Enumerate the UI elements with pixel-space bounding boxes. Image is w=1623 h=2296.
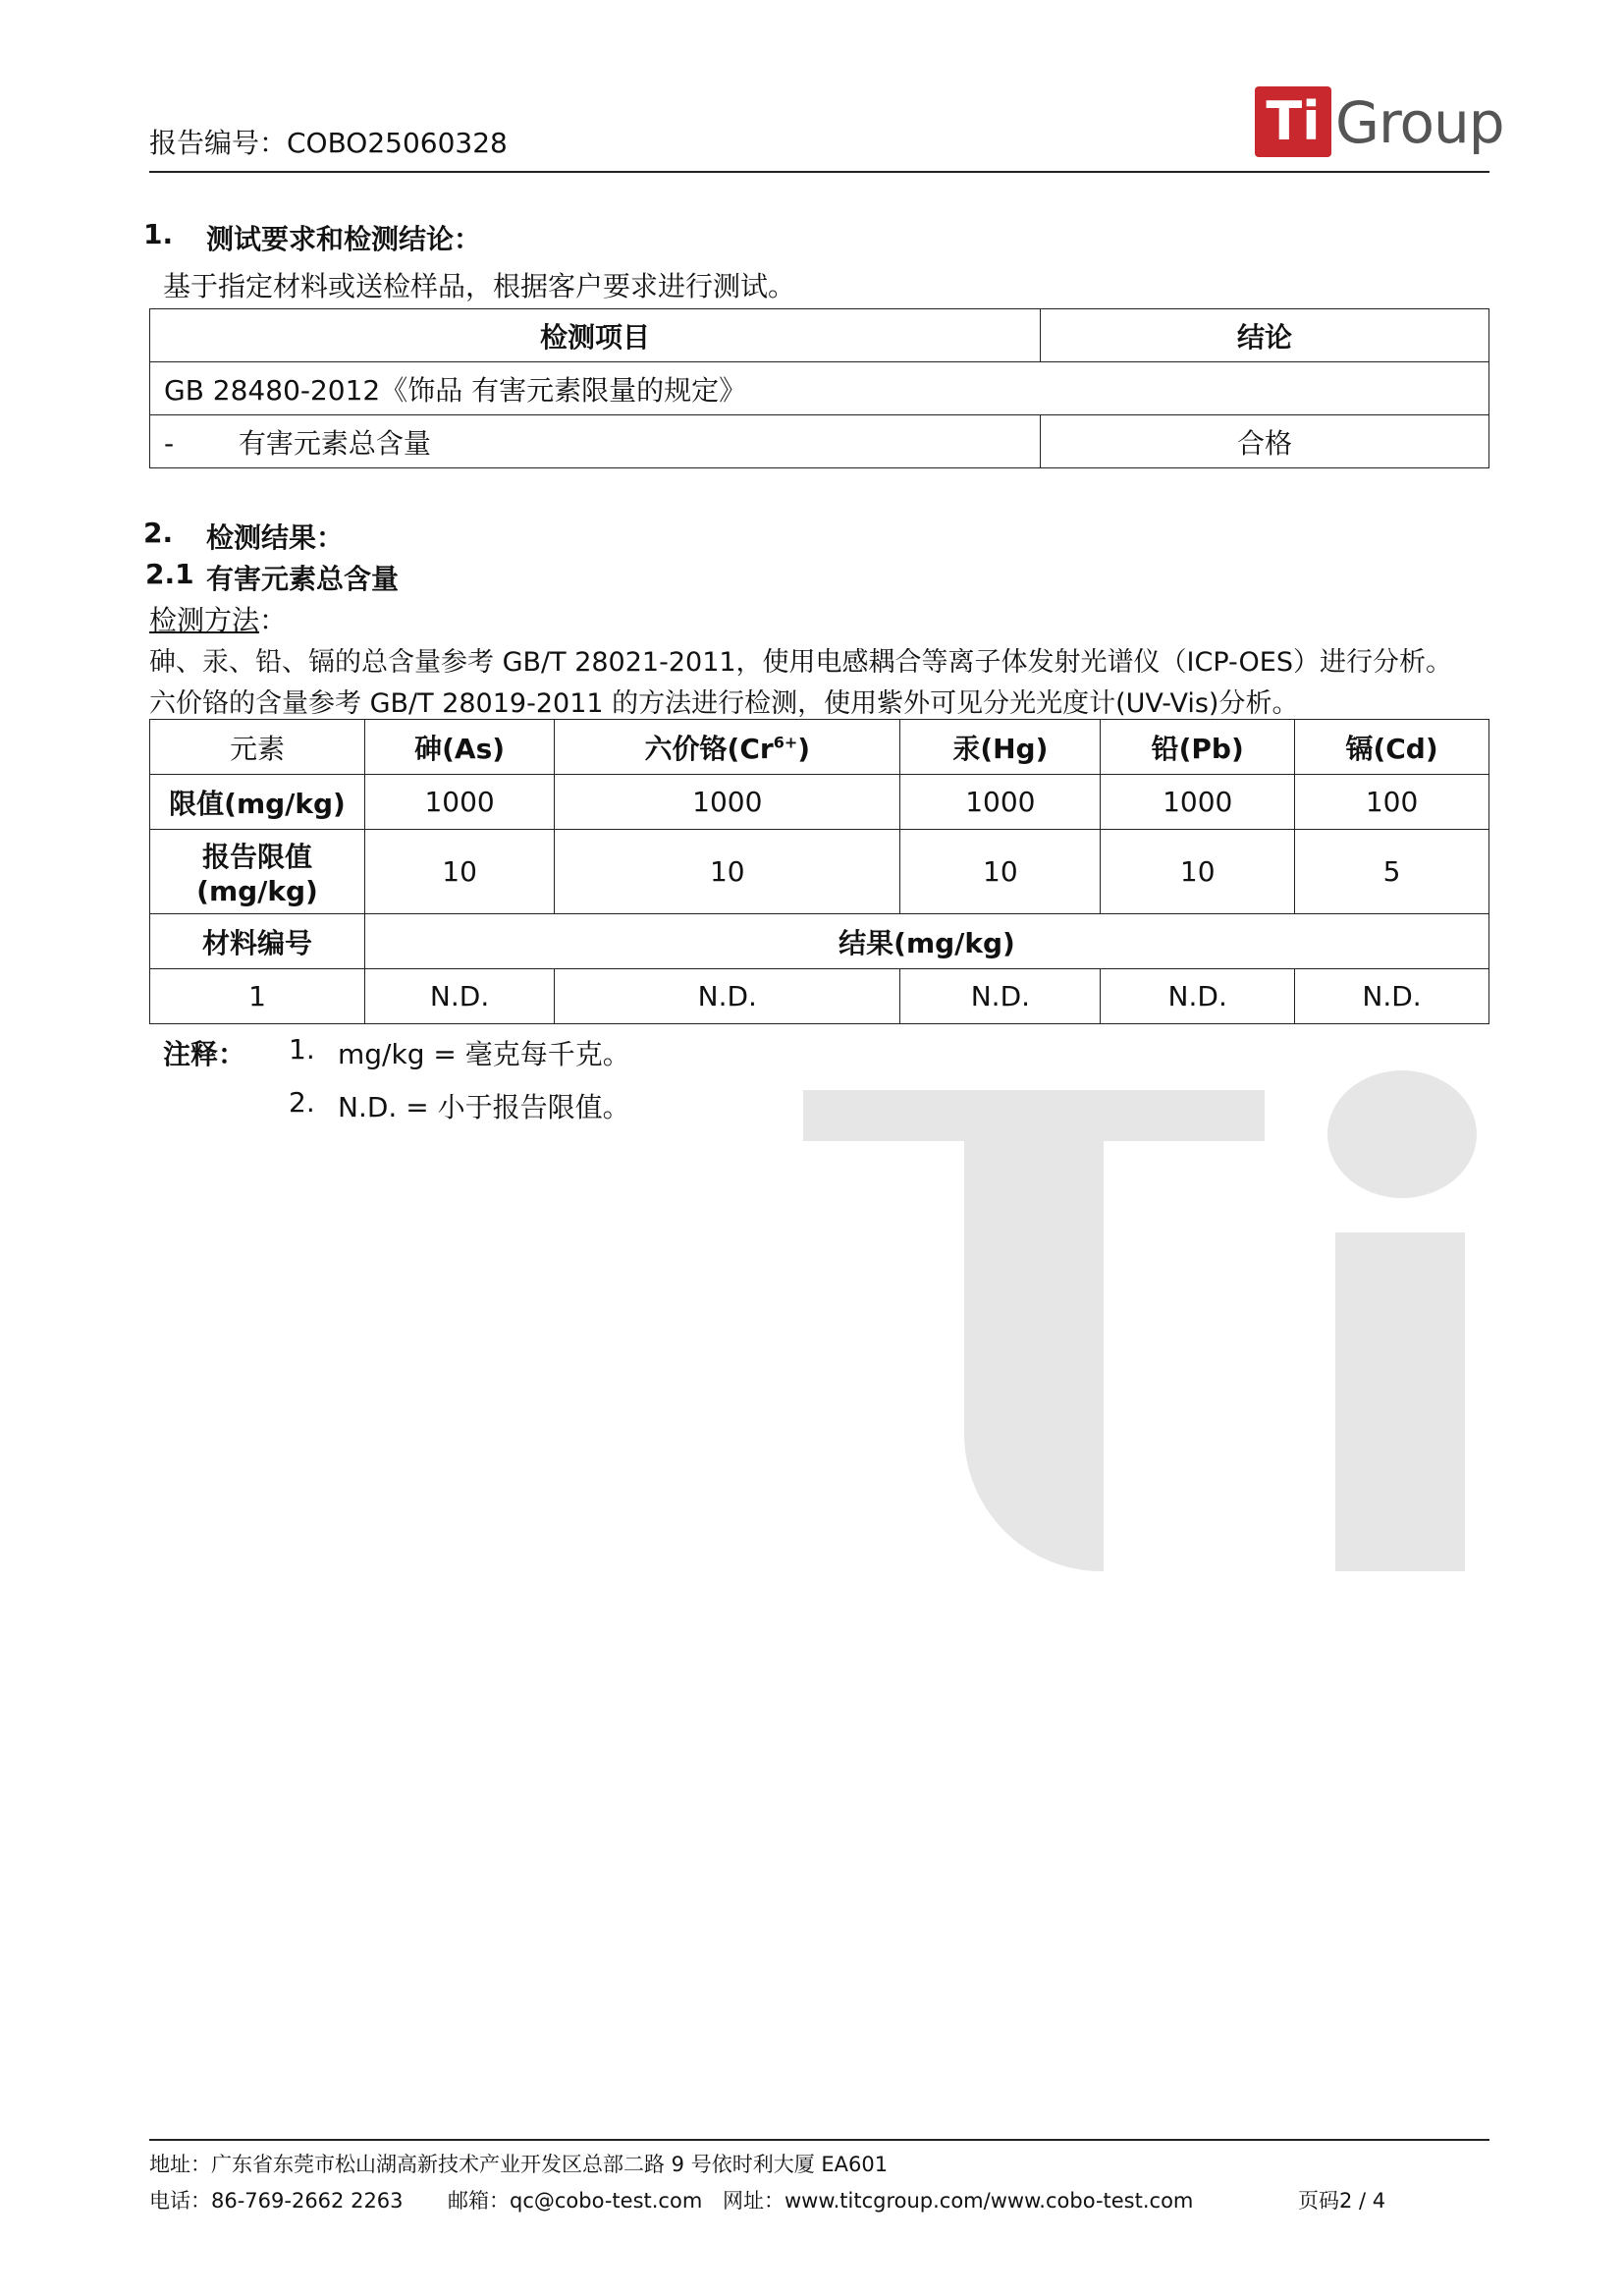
conclusion-cell: 合格 [1041, 415, 1489, 468]
table-row [150, 309, 1489, 362]
watermark-i-stem [1335, 1232, 1465, 1571]
table-row [150, 720, 1489, 775]
test-item-cell [150, 415, 1041, 468]
footer-email: 邮箱：qc@cobo-test.com [448, 2189, 703, 2213]
section2-number: 2. [143, 517, 174, 549]
section2-heading: 检测结果： [206, 521, 345, 554]
col-conclusion: 结论 [1041, 309, 1489, 362]
result-value: N.D. [1101, 969, 1295, 1024]
result-value: N.D. [365, 969, 555, 1024]
footer-page-number: 页码2 / 4 [1298, 2189, 1386, 2213]
conclusion-table [149, 308, 1489, 468]
report-number: 报告编号：COBO25060328 [149, 127, 508, 159]
footer-address: 地址：广东省东莞市松山湖高新技术产业开发区总部二路 9 号依时利大厦 EA601 [149, 2153, 889, 2176]
limit-value: 1000 [555, 775, 900, 830]
report-limit-value: 10 [365, 830, 555, 914]
watermark-t-stem [964, 1090, 1104, 1571]
material-number: 1 [150, 969, 365, 1024]
report-limit-value: 10 [555, 830, 900, 914]
section1-heading: 测试要求和检测结论： [206, 223, 482, 255]
method-line-2: 六价铬的含量参考 GB/T 28019-2011 的方法进行检测，使用紫外可见分光光度计(UV-Vis)分析。 [149, 688, 1299, 719]
section1-number: 1. [143, 218, 174, 250]
footer-divider [149, 2139, 1489, 2141]
report-limit-label: 报告限值 (mg/kg) [150, 830, 365, 914]
method-label: 检测方法 [149, 604, 260, 636]
table-row [150, 969, 1489, 1024]
header-cr6: 六价铬$(Cr^{6+})$ [555, 720, 900, 775]
method-label-line [149, 599, 287, 638]
method-line-1: 砷、汞、铅、镉的总含量参考 GB/T 28021-2011，使用电感耦合等离子体发射光谱仪（ICP-OES）进行分析。 [149, 647, 1452, 678]
note1-text: mg/kg = 毫克每千克。 [338, 1038, 630, 1070]
note2-text: N.D. = 小于报告限值。 [338, 1091, 630, 1123]
footer-website: 网址：www.titcgroup.com/www.cobo-test.com [723, 2189, 1194, 2213]
dash: - [164, 426, 175, 460]
result-value: N.D. [555, 969, 900, 1024]
report-limit-value: 10 [1101, 830, 1295, 914]
table-row [150, 775, 1489, 830]
result-value: N.D. [900, 969, 1101, 1024]
test-item-label: 有害元素总含量 [238, 426, 431, 460]
col-test-item: 检测项目 [150, 309, 1041, 362]
limit-value: 1000 [365, 775, 555, 830]
tigroup-logo [1255, 86, 1504, 159]
material-label: 材料编号 [150, 914, 365, 969]
limit-value: 1000 [900, 775, 1101, 830]
result-value: N.D. [1295, 969, 1489, 1024]
header-as: 砷(As) [365, 720, 555, 775]
note2-number: 2. [289, 1086, 315, 1119]
header-cd: 镉(Cd) [1295, 720, 1489, 775]
header-element: 元素 [150, 720, 365, 775]
method-colon: ： [259, 604, 288, 636]
header-pb: 铅(Pb) [1101, 720, 1295, 775]
table-row [150, 914, 1489, 969]
note1-number: 1. [289, 1033, 315, 1066]
table-row [150, 415, 1489, 468]
result-label: 结果(mg/kg) [365, 914, 1489, 969]
results-table [149, 719, 1489, 1024]
table-row [150, 830, 1489, 914]
limit-value: 1000 [1101, 775, 1295, 830]
logo-ti-mark: Ti [1255, 86, 1331, 157]
watermark-i-dot [1327, 1070, 1477, 1198]
header-divider [149, 171, 1489, 173]
standard-cell: GB 28480-2012《饰品 有害元素限量的规定》 [150, 362, 1489, 415]
section21-heading: 有害元素总含量 [206, 563, 400, 595]
table-row [150, 362, 1489, 415]
report-limit-value: 10 [900, 830, 1101, 914]
notes-label: 注释： [163, 1038, 246, 1070]
section1-intro: 基于指定材料或送检样品，根据客户要求进行测试。 [163, 270, 796, 302]
footer-phone: 电话：86-769-2662 2263 [149, 2189, 404, 2213]
header-hg: 汞(Hg) [900, 720, 1101, 775]
logo-group-text: Group [1335, 89, 1504, 156]
section21-number: 2.1 [145, 558, 194, 590]
report-limit-value: 5 [1295, 830, 1489, 914]
limit-label: 限值(mg/kg) [150, 775, 365, 830]
limit-value: 100 [1295, 775, 1489, 830]
